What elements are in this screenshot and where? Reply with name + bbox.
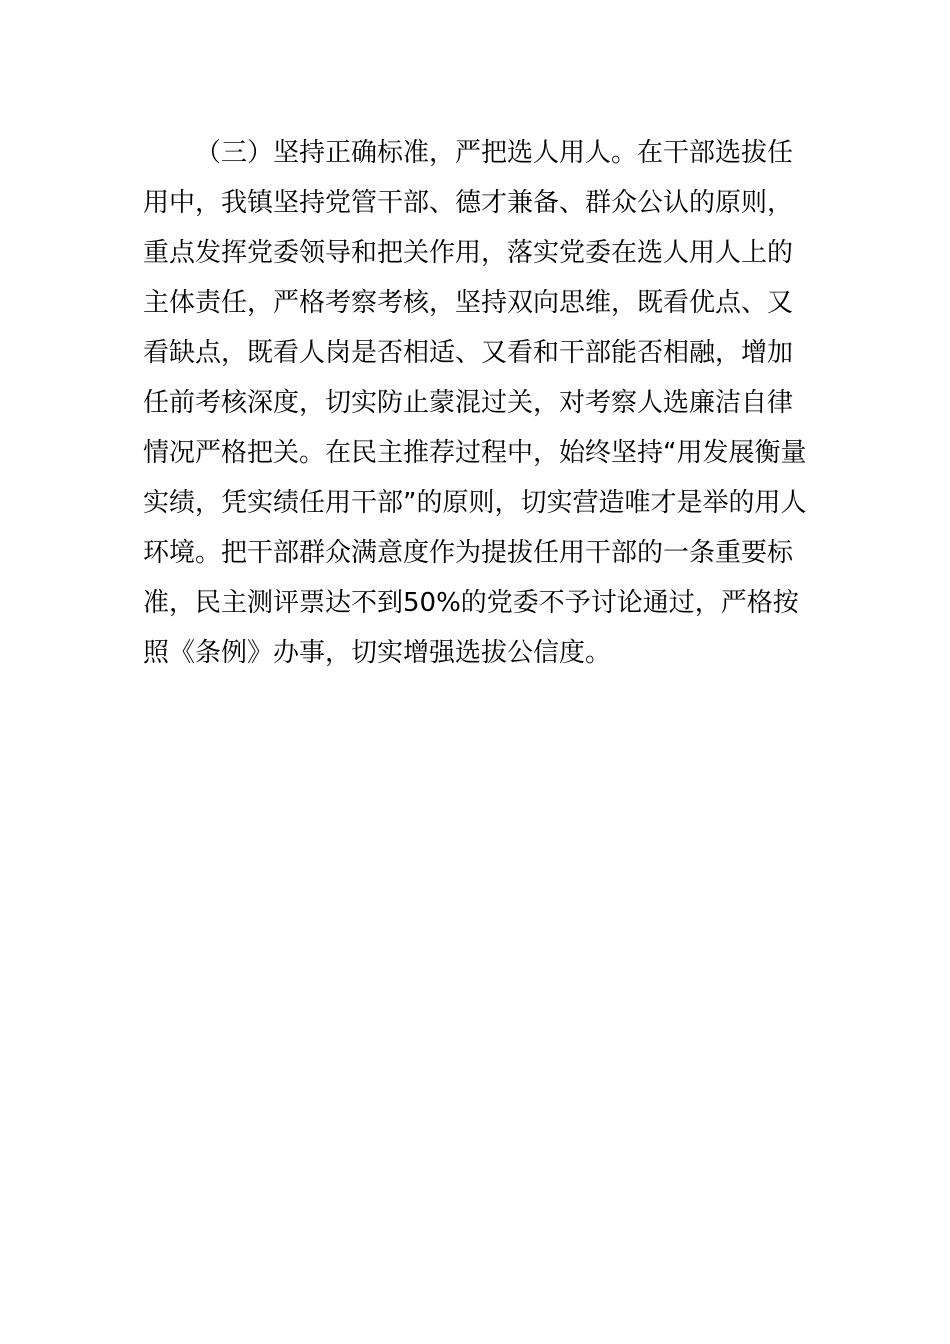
paragraph-line: 环境。把干部群众满意度作为提拔任用干部的一条重要标 [143, 538, 794, 568]
body-paragraph [143, 128, 807, 678]
paragraph-line: 任前考核深度，切实防止蒙混过关，对考察人选廉洁自律 [143, 388, 794, 418]
paragraph-line: （三）坚持正确标准，严把选人用人。在干部选拔任 [195, 138, 794, 168]
paragraph-line: 照《条例》办事，切实增强选拔公信度。 [143, 638, 612, 668]
paragraph-line: 实绩，凭实绩任用干部”的原则，切实营造唯才是举的用人 [143, 488, 807, 518]
paragraph-line: 看缺点，既看人岗是否相适、又看和干部能否相融，增加 [143, 338, 794, 368]
paragraph-line: 准，民主测评票达不到50%的党委不予讨论通过，严格按 [143, 588, 799, 618]
paragraph-line: 用中，我镇坚持党管干部、德才兼备、群众公认的原则， [143, 188, 794, 218]
paragraph-line: 主体责任，严格考察考核，坚持双向思维，既看优点、又 [143, 288, 794, 318]
paragraph-line: 重点发挥党委领导和把关作用，落实党委在选人用人上的 [143, 238, 794, 268]
paragraph-line: 情况严格把关。在民主推荐过程中，始终坚持“用发展衡量 [143, 438, 807, 468]
